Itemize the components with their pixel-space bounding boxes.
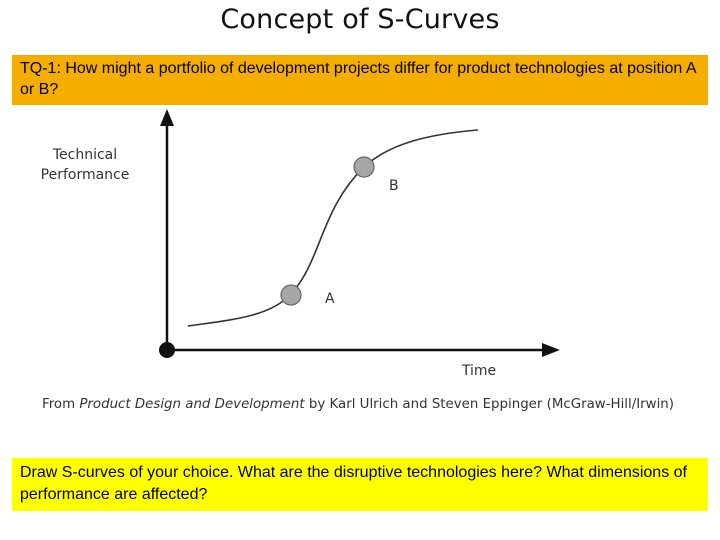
task-box [12, 458, 708, 511]
s-curve-diagram [0, 105, 720, 430]
point-a-label: A [325, 291, 335, 307]
question-box [12, 55, 708, 105]
caption-suffix: by Karl Ulrich and Steven Eppinger (McGraw-Hill/Irwin) [304, 396, 678, 412]
y-axis-label-line2: Performance [40, 167, 130, 183]
y-axis-arrow-icon [160, 109, 174, 126]
caption-prefix: From [42, 396, 80, 412]
point-a [281, 285, 301, 305]
question-text: TQ-1: How might a portfolio of development projects differ for product technologies at position A or B? [20, 60, 696, 98]
y-axis-label-line1: Technical [52, 147, 118, 163]
slide-title: Concept of S-Curves [220, 4, 500, 35]
x-axis-arrow-icon [542, 343, 560, 357]
task-text: Draw S-curves of your choice. What are the disruptive technologies here? What dimensions of performance are affected? [20, 464, 687, 503]
point-b-label: B [389, 178, 399, 194]
caption-book-title: Product Design and Development [79, 396, 307, 412]
x-axis-label: Time [461, 363, 497, 379]
source-caption [42, 396, 678, 412]
point-b [354, 157, 374, 177]
origin-point [159, 342, 175, 358]
